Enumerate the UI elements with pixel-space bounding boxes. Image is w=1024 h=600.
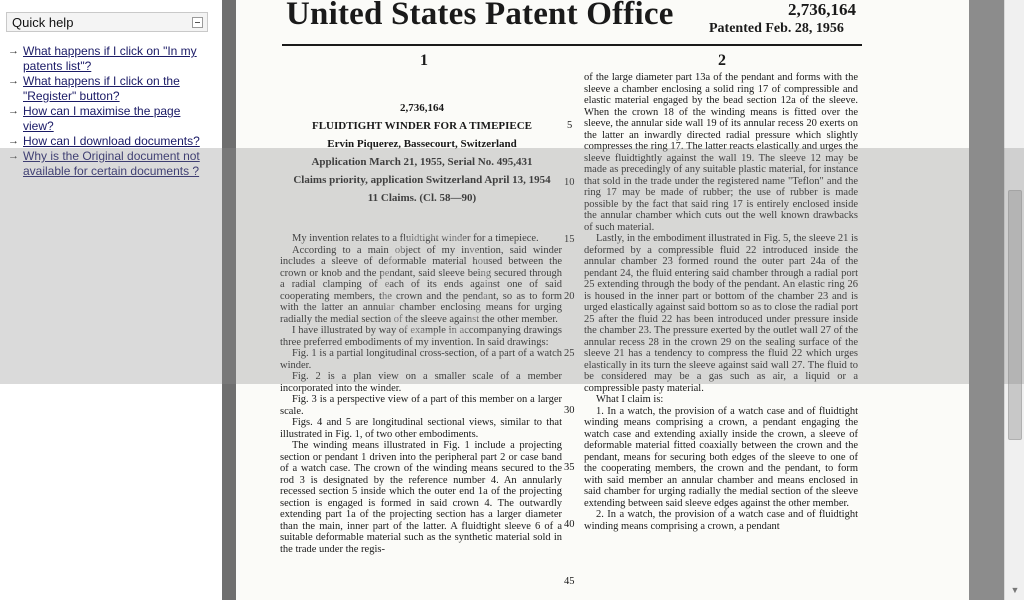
paragraph: Figs. 4 and 5 are longitudinal sectional views, similar to that illustrated in Fig. 1, of two other embodiments. (280, 417, 562, 440)
patented-date: Patented Feb. 28, 1956 (709, 21, 844, 36)
paragraph: My invention relates to a fluidtight winder for a timepiece. (292, 233, 539, 244)
collapse-icon[interactable] (192, 17, 203, 28)
paragraph: Fig. 1 is a partial longitudinal cross-section, of a part of a watch winder. (280, 348, 562, 371)
help-link-maximise[interactable]: How can I maximise the page view? (23, 104, 181, 133)
paragraph: I have illustrated by way of example in accompanying drawings three preferred embodiments of my invention. In said drawings: (280, 325, 562, 348)
paragraph: Lastly, in the embodiment illustrated in Fig. 5, the sleeve 21 is deformed by a compressible fluid 22 introduced inside the annular chamber 23 formed round the outer part 24a of the pendant 24, the fluid entering said chamber through a radial port 25 extending through the body of the pendant. An elastic ring 26 is housed in the inner part or bottom of the chamber 23 and is urged elastically against said bottom so as to close the radial port 25 after the fluid 22 has been introduced under pressure inside the chamber 23. The pressure exerted by the outlet wall 27 of the annular recess 28 in the crown 29 on the sealing surface of the sleeve 21 has a tendency to compress the fluid 22 which urges elastically in its turn the sleeve against said wall 27. The fluid to be considered may be a gas such as air, a liquid or a compressible pasty material. (584, 233, 858, 394)
viewer-margin-left (222, 0, 236, 600)
line-number: 35 (564, 462, 575, 473)
title-rule (282, 44, 862, 46)
document-viewer[interactable] (236, 0, 1004, 600)
column-number-right: 2 (718, 52, 726, 69)
quick-help-item (8, 149, 213, 179)
line-number: 20 (564, 291, 575, 302)
paragraph: 1. In a watch, the provision of a watch case and of fluidtight winding means comprising a crown, a pendant engaging the watch case and extending axially inside the crown, a sleeve of deformable material fitted coaxially between the crown and the pendant, means for securing both edges of the sleeve to one of the cooperating members, the crown and the pendant, to form with said member an annular chamber and means enclosed in said chamber for urging radially the medial section of the sleeve extending between said sleeve edges against the other member. (584, 405, 858, 509)
help-link-patents-list[interactable]: What happens if I click on "In my patents list"? (23, 44, 197, 73)
line-number: 10 (564, 177, 575, 188)
paragraph: 2. In a watch, the provision of a watch case and of fluidtight winding means comprising a crown, a pendant (584, 509, 858, 532)
line-number: 30 (564, 405, 575, 416)
quick-help-item (8, 104, 213, 134)
arrow-right-icon: → (8, 105, 19, 117)
arrow-right-icon: → (8, 75, 19, 87)
arrow-right-icon: → (8, 135, 19, 147)
help-link-register[interactable]: What happens if I click on the "Register" button? (23, 74, 180, 103)
quick-help-list (8, 44, 213, 179)
patent-number: 2,736,164 (788, 0, 856, 19)
line-number: 15 (564, 234, 575, 245)
paragraph: What I claim is: (596, 394, 664, 405)
scrollbar-thumb[interactable] (1008, 190, 1022, 440)
quick-help-title: Quick help (12, 15, 74, 30)
paragraph: of the large diameter part 13a of the pendant and forms with the sleeve a chamber enclosing a solid ring 17 of compressible and elastic material engaged by the bead section 12a of the sleeve. When the crown 18 of the winding means is fitted over the sleeve, the annular side wall 19 of its annular recess 20 exerts on the latter an inwardly directed radial pressure which slightly compresses the ring 17. The latter reacts elastically and urges the sleeve fluidtightly against the wall 19. The sleeve 12 may be made as precedingly of any suitable plastic material, for instance that sold in the trade under the registered name "Teflon" and the ring 17 may be made of rubber; the use of rubber is made possible by the fact that said ring 17 is entirely enclosed inside the annular chamber which cuts out the well known drawbacks of such material. (584, 72, 858, 233)
line-number: 45 (564, 576, 575, 587)
left-column-text (280, 233, 562, 555)
line-number: 40 (564, 519, 575, 530)
right-column-text (584, 72, 858, 532)
office-title: United States Patent Office (286, 0, 674, 32)
quick-help-item (8, 74, 213, 104)
patent-page (236, 0, 969, 600)
quick-help-header[interactable] (6, 12, 208, 32)
vertical-scrollbar[interactable] (1004, 0, 1024, 600)
header-claims: 11 Claims. (Cl. 58—90) (367, 192, 477, 204)
arrow-right-icon: → (8, 45, 19, 57)
column-number-left: 1 (420, 52, 428, 69)
header-application: Application March 21, 1955, Serial No. 495,431 (311, 156, 533, 168)
paragraph: The winding means illustrated in Fig. 1 include a projecting section or pendant 1 driven into the peripheral part 2 or case band of a watch case. The crown of the winding means secured to the rod 3 is designated by the reference number 4. An annularly recessed section 5 inside which the outer end 1a of the projecting section is engaged is formed in said crown 4. The outwardly extending part 1a of the projecting section has a larger diameter than the main, inner part of the latter. A fluidtight sleeve 6 of a suitable deformable material such as the synthetic material sold in the trade under the regis- (280, 440, 562, 555)
line-number: 5 (567, 120, 573, 131)
header-inventor: Ervin Piquerez, Bassecourt, Switzerland (327, 138, 517, 150)
help-link-download[interactable]: How can I download documents? (23, 134, 200, 148)
quick-help-item (8, 134, 213, 149)
viewer-margin-right (969, 0, 1004, 600)
header-number: 2,736,164 (400, 102, 444, 114)
paragraph: According to a main object of my invention, said winder includes a sleeve of deformable material housed between the crown or knob and the pendant, said sleeve being secured through a radial clamping of each of its ends against one of said cooperating members, the crown and the pendant, so as to form with the latter an annular chamber enclosing means for urging radially the medial section of the sleeve against the other member. (280, 244, 562, 325)
paragraph: Fig. 3 is a perspective view of a part of this member on a larger scale. (280, 394, 562, 417)
help-link-original-document[interactable]: Why is the Original document not available for certain documents ? (23, 149, 200, 178)
header-priority: Claims priority, application Switzerland April 13, 1954 (293, 174, 551, 186)
line-number: 25 (564, 348, 575, 359)
header-title: FLUIDTIGHT WINDER FOR A TIMEPIECE (311, 120, 533, 132)
arrow-right-icon: → (8, 150, 19, 162)
scroll-down-arrow-icon[interactable]: ▼ (1010, 585, 1020, 595)
paragraph: Fig. 2 is a plan view on a smaller scale of a member incorporated into the winder. (280, 371, 562, 394)
quick-help-sidebar (0, 0, 223, 600)
quick-help-item (8, 44, 213, 74)
